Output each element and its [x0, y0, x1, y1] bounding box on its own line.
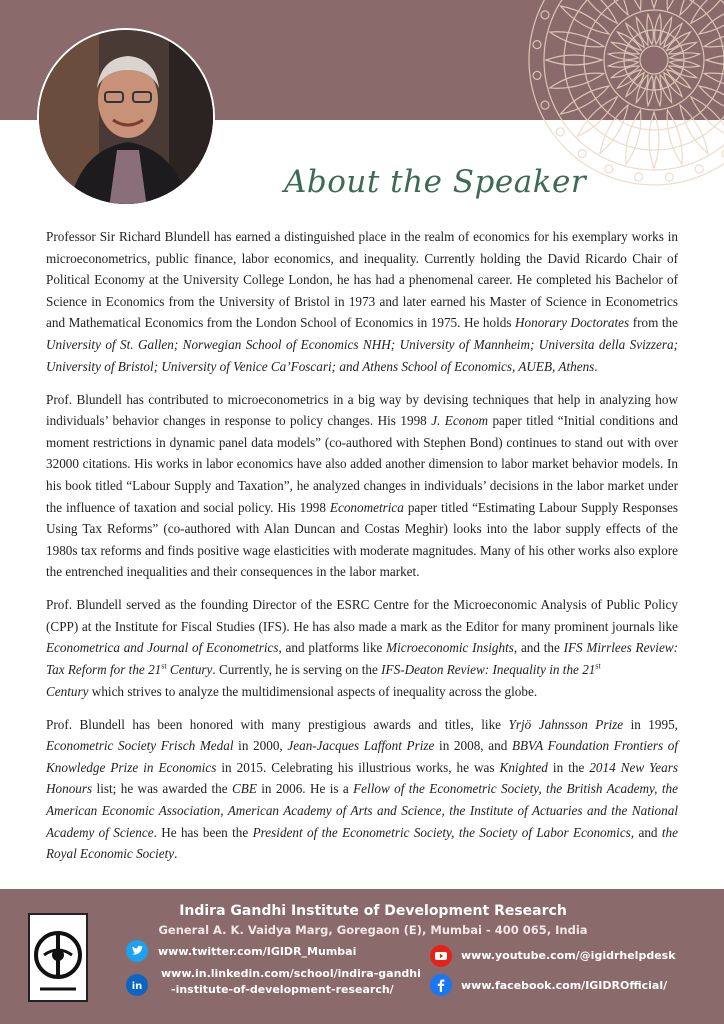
- bio-content: [46, 226, 678, 876]
- institute-address: General A. K. Vaidya Marg, Goregaon (E), Mumbai - 400 065, India: [158, 923, 588, 937]
- youtube-icon[interactable]: [430, 945, 452, 967]
- bio-paragraph-2: Prof. Blundell has contributed to microeconometrics in a big way by devising techniques that help in analyzing how individuals’ behavior changes in response to policy changes. His 1998 J. Econom paper titled “Initial conditions and moment restrictions in dynamic panel data models” (co-authored with Stephen Bond) continues to stand out with over 32000 citations. His works in labor economics have also added another dimension to labor market behavior models. In his book titled “Labour Supply and Taxation”, he analyzed changes in individuals’ decisions in the labor market under the influence of taxation and social policy. His 1998 Econometrica paper titled “Estimating Labour Supply Responses Using Tax Reforms” (co-authored with Alan Duncan and Costas Meghir) looks into the labor supply effects of the 1980s tax reforms and finds positive wage elasticities with moderate magnitudes. Many of his other works also explore the entrenched inequalities and their consequences in the labor market.: [46, 391, 678, 580]
- speaker-photo: [37, 28, 215, 206]
- bio-paragraph-3: Prof. Blundell served as the founding Director of the ESRC Centre for the Microeconomic Analysis of Public Policy (CPP) at the Institute for Fiscal Studies (IFS). He has also made a mark as the Editor for many prominent journals like Econometrica and Journal of Econometrics, and platforms like Microeconomic Insights, and the IFS Mirrlees Review: Tax Reform for the 21st Century. Currently, he is serving on the IFS-Deaton Review: Inequality in the 21st Century which strives to analyze the multidimensional aspects of inequality across the globe.: [46, 597, 678, 699]
- facebook-icon[interactable]: [430, 974, 452, 996]
- institute-name: Indira Gandhi Institute of Development Research: [179, 903, 567, 919]
- bio-paragraph-4: Prof. Blundell has been honored with many prestigious awards and titles, like Yrjö Jahnsson Prize in 1995, Econometric Society Frisch Medal in 2000, Jean-Jacques Laffont Prize in 2008, and BBVA Foundation Frontiers of Knowledge Prize in Economics in 2015. Celebrating his illustrious works, he was Knighted in the 2014 New Years Honours list; he was awarded the CBE in 2006. He is a Fellow of the Econometric Society, the British Academy, the American Economic Association, American Academy of Arts and Science, the Institute of Actuaries and the National Academy of Science. He has been the President of the Econometric Society, the Society of Labor Economics, and the Royal Economic Society.: [46, 716, 679, 862]
- page-heading: About the Speaker: [284, 164, 587, 200]
- linkedin-link-line-2[interactable]: -institute-of-development-research/: [171, 983, 394, 996]
- bio-paragraph-1: Professor Sir Richard Blundell has earned a distinguished place in the realm of economics for his exemplary works in microeconometrics, public finance, labor economics, and inequality. Currently holding the David Ricardo Chair of Political Economy at the University College London, he has had a phenomenal career. He completed his Bachelor of Science in Economics from the University of Bristol in 1973 and later earned his Master of Science in Econometrics and Mathematical Economics from the London School of Economics in 1975. He holds Honorary Doctorates from the University of St. Gallen; Norwegian School of Economics NHH; University of Mannheim; Universita della Svizzera; University of Bristol; University of Venice Ca’Foscari; and Athens School of Economics, AUEB, Athens.: [46, 229, 678, 374]
- mandala-ornament: [524, 0, 724, 190]
- twitter-link[interactable]: www.twitter.com/IGIDR_Mumbai: [158, 945, 357, 958]
- linkedin-link-line-1[interactable]: www.in.linkedin.com/school/indira-gandhi: [161, 967, 421, 980]
- twitter-icon[interactable]: [126, 940, 148, 962]
- facebook-link[interactable]: www.facebook.com/IGIDROfficial/: [461, 979, 668, 992]
- linkedin-icon[interactable]: [126, 974, 148, 996]
- youtube-link[interactable]: www.youtube.com/@igidrhelpdesk: [461, 949, 676, 962]
- svg-text:in: in: [131, 981, 143, 992]
